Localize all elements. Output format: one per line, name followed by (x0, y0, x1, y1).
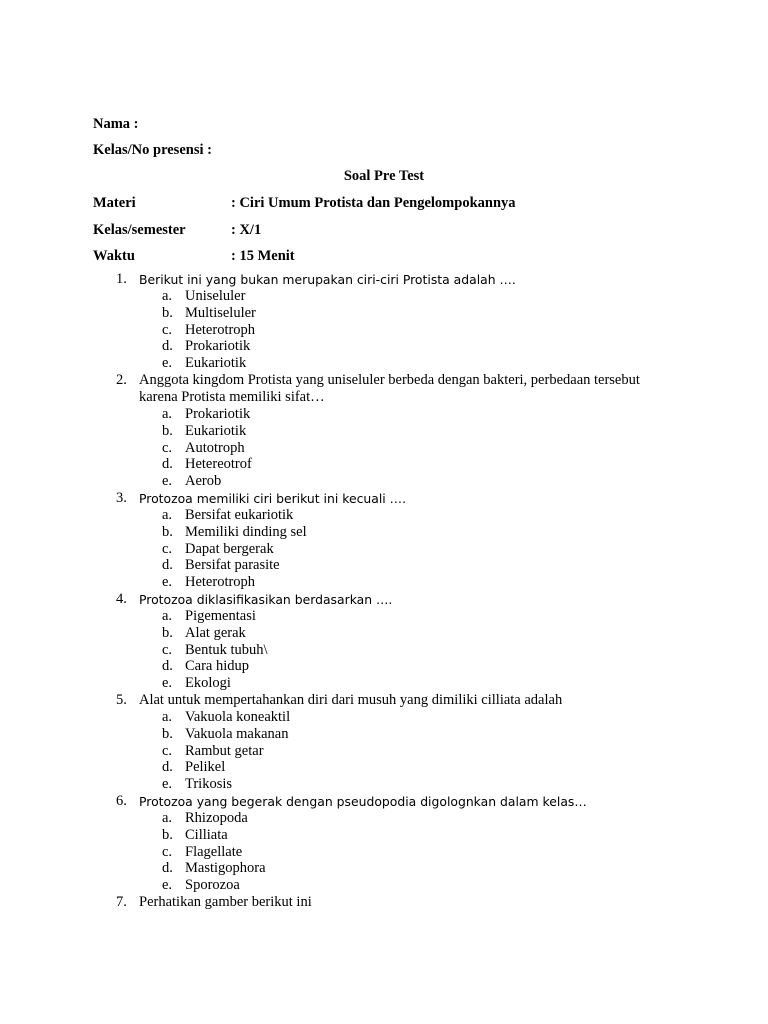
option-letter: a. (162, 405, 173, 422)
option-e (0, 877, 768, 894)
materi-row (93, 194, 516, 212)
option-text: Vakuola makanan (185, 725, 289, 742)
question-number: 6. (116, 792, 127, 809)
option-text: Cilliata (185, 826, 228, 843)
option-c (0, 322, 768, 339)
option-letter: c. (162, 540, 173, 557)
option-a (0, 608, 768, 625)
option-text: Pelikel (185, 759, 226, 776)
option-letter: a. (162, 288, 173, 304)
option-letter: c. (162, 843, 173, 860)
option-d (0, 338, 768, 355)
option-text: Sporozoa (185, 877, 240, 894)
question-text: Protozoa diklasifikasikan berdasarkan …. (139, 591, 393, 607)
option-b (0, 524, 768, 541)
option-text: Flagellate (185, 843, 243, 860)
option-letter: b. (162, 523, 173, 540)
option-text: Cara hidup (185, 658, 250, 675)
question-text: Perhatikan gamber berikut ini (139, 893, 312, 910)
option-letter: c. (162, 641, 173, 658)
option-text: Pigementasi (185, 607, 256, 624)
question-text: Anggota kingdom Protista yang uniseluler berbeda dengan bakteri, perbedaan tersebut karena Protista memiliki sifat… (139, 371, 640, 405)
option-d (0, 860, 768, 877)
option-letter: e. (162, 675, 173, 692)
option-e (0, 355, 768, 372)
option-letter: e. (162, 574, 173, 591)
option-text: Prokariotik (185, 338, 251, 355)
question-number: 5. (116, 691, 127, 708)
kelas-semester-label: Kelas/semester (93, 222, 186, 238)
option-text: Dapat bergerak (185, 540, 274, 557)
option-c (0, 844, 768, 861)
waktu-label: Waktu (93, 248, 135, 264)
option-text: Heterotroph (185, 321, 256, 338)
option-letter: b. (162, 826, 173, 843)
option-letter: d. (162, 860, 173, 877)
option-text: Autotroph (185, 439, 245, 456)
option-text: Bersifat eukariotik (185, 506, 294, 523)
name-label: Nama : (93, 116, 139, 132)
materi-value: : Ciri Umum Protista dan Pengelompokannya (231, 195, 516, 211)
question-number: 1. (116, 271, 127, 287)
option-letter: e. (162, 776, 173, 793)
option-a (0, 507, 768, 524)
waktu-value: : 15 Menit (231, 248, 295, 264)
question-number: 2. (116, 371, 127, 388)
option-text: Multiseluler (185, 304, 256, 321)
question-1 (0, 271, 768, 372)
question-2 (0, 372, 768, 490)
option-c (0, 440, 768, 457)
question-4 (0, 591, 768, 692)
question-number: 3. (116, 489, 127, 506)
option-letter: b. (162, 624, 173, 641)
option-letter: a. (162, 607, 173, 624)
option-letter: b. (162, 422, 173, 439)
option-c (0, 642, 768, 659)
option-e (0, 473, 768, 490)
option-letter: c. (162, 439, 173, 456)
question-list (0, 271, 768, 911)
option-letter: e. (162, 355, 173, 372)
option-a (0, 288, 768, 305)
option-c (0, 743, 768, 760)
question-number: 4. (116, 590, 127, 607)
option-text: Rhizopoda (185, 809, 248, 826)
option-letter: d. (162, 759, 173, 776)
option-letter: d. (162, 557, 173, 574)
option-letter: a. (162, 809, 173, 826)
option-text: Alat gerak (185, 624, 246, 641)
option-text: Bentuk tubuh\ (185, 641, 268, 658)
option-b (0, 726, 768, 743)
question-text: Alat untuk mempertahankan diri dari musuh yang dimiliki cilliata adalah (139, 691, 563, 708)
option-letter: e. (162, 877, 173, 894)
option-letter: d. (162, 658, 173, 675)
question-7 (0, 894, 768, 911)
question-3 (0, 490, 768, 591)
option-letter: a. (162, 506, 173, 523)
option-d (0, 557, 768, 574)
question-text: Protozoa memiliki ciri berikut ini kecuali …. (139, 490, 407, 506)
option-b (0, 305, 768, 322)
option-text: Rambut getar (185, 742, 264, 759)
option-a (0, 406, 768, 423)
option-e (0, 776, 768, 793)
option-letter: b. (162, 304, 173, 321)
option-text: Eukariotik (185, 422, 247, 439)
waktu-row (93, 247, 295, 265)
option-letter: c. (162, 742, 173, 759)
option-text: Hetereotrof (185, 456, 252, 473)
option-text: Memiliki dinding sel (185, 523, 307, 540)
option-d (0, 759, 768, 776)
option-letter: d. (162, 456, 173, 473)
option-d (0, 456, 768, 473)
option-text: Vakuola koneaktil (185, 708, 291, 725)
option-e (0, 574, 768, 591)
option-letter: c. (162, 321, 173, 338)
option-a (0, 709, 768, 726)
question-text: Berikut ini yang bukan merupakan ciri-ciri Protista adalah …. (139, 272, 516, 287)
page-title: Soal Pre Test (343, 168, 425, 184)
option-a (0, 810, 768, 827)
option-letter: d. (162, 338, 173, 355)
kelas-semester-value: : X/1 (231, 222, 262, 238)
option-letter: e. (162, 473, 173, 490)
option-letter: a. (162, 708, 173, 725)
option-text: Uniseluler (185, 288, 246, 304)
option-d (0, 658, 768, 675)
question-text: Protozoa yang begerak dengan pseudopodia digolognkan dalam kelas… (139, 793, 587, 809)
question-6 (0, 793, 768, 894)
option-text: Eukariotik (185, 355, 247, 372)
materi-label: Materi (93, 195, 136, 211)
kelas-semester-row (93, 221, 262, 239)
option-b (0, 827, 768, 844)
option-e (0, 675, 768, 692)
class-attendance-label: Kelas/No presensi : (93, 142, 212, 158)
option-text: Trikosis (185, 776, 233, 793)
option-c (0, 541, 768, 558)
question-number: 7. (116, 893, 127, 910)
option-text: Heterotroph (185, 574, 256, 591)
option-text: Mastigophora (185, 860, 266, 877)
question-5 (0, 692, 768, 793)
option-text: Prokariotik (185, 405, 251, 422)
option-text: Ekologi (185, 675, 231, 692)
option-b (0, 625, 768, 642)
option-b (0, 423, 768, 440)
option-text: Aerob (185, 473, 222, 490)
option-text: Bersifat parasite (185, 557, 280, 574)
option-letter: b. (162, 725, 173, 742)
